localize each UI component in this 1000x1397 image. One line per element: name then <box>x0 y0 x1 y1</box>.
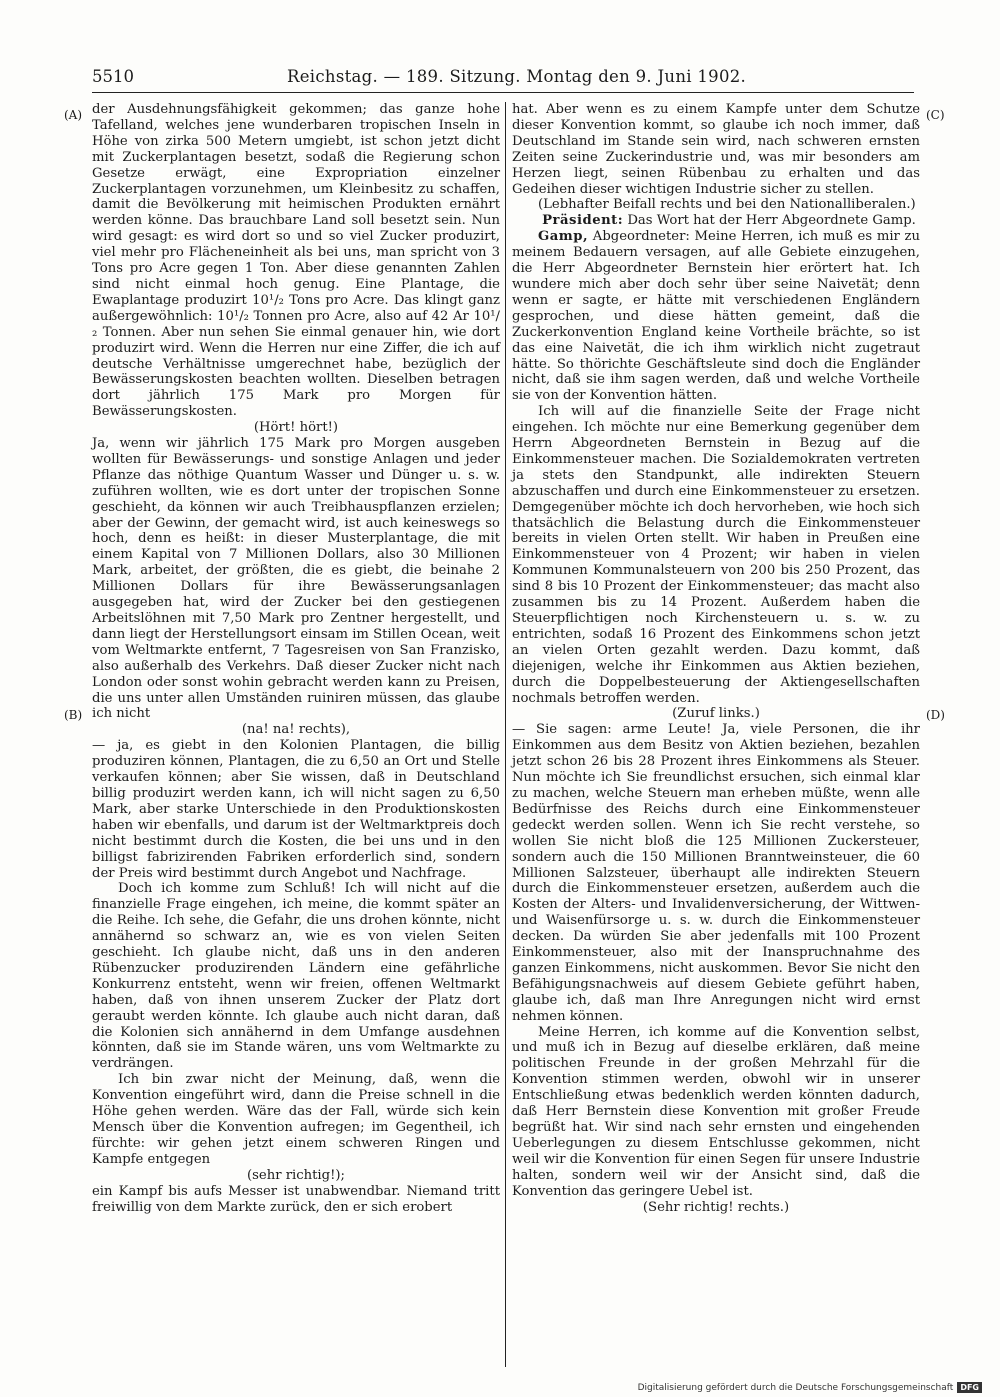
interjection: (Hört! hört!) <box>253 420 339 436</box>
interjection: (Zuruf links.) <box>672 706 760 722</box>
page-header <box>92 60 914 93</box>
paragraph: Meine Herren, ich komme auf die Konvention selbst, und muß ich in Bezug auf dieselbe erklären, daß meine politischen Freunde in der großen Mehrzahl für die Konvention stimmen werden, obwohl wir in unserer Entschließung etwas bedenklich werden könnten dadurch, daß Herr Bernstein diese Konvention mit großer Freude begrüßt hat. Wir sind nach sehr ernsten und eingehenden Ueberlegungen zu diesem Entschlusse gekommen, nicht weil wir die Konvention für einen Segen für unsere Industrie halten, sondern weil wir der Ansicht sind, daß die Konvention das geringere Uebel ist. <box>512 1024 920 1199</box>
interjection: (sehr richtig!); <box>247 1167 345 1183</box>
paragraph-text: Abgeordneter: Meine Herren, ich muß es mir zu meinem Bedauern versagen, auf alle Gebiete einzugehen, die Herr Abgeordneter Bernstein hier erörtert hat. Ich wundere mich aber doch sehr über seine Naivetät; denn wenn er sagte, er hätte mit verschiedenen Engländern gesprochen, und diese hätten gemeint, daß die Zuckerkonvention England keine Vortheile brächte, so ist das eine Naivetät, die ich ihm wirklich nicht zugetraut hätte. So thörichte Geschäftsleute sind doch die Engländer nicht, daß sie ihm sagen werden, daß und welche Vortheile sie von der Konvention hätten. <box>512 229 920 404</box>
paragraph: Doch ich komme zum Schluß! Ich will nicht auf die finanzielle Frage eingehen, ich meine, die kommt später an die Reihe. Ich sehe, die Gefahr, die uns drohen könnte, nicht annähernd so schwarz an, wie es von vielen Seiten geschieht. Ich glaube nicht, daß uns in den anderen Rübenzucker produzirenden Ländern eine gefährliche Konkurrenz entsteht, wenn wir freien, offenen Weltmarkt haben, daß von ihnen unserem Zucker der Platz dort geraubt werden könnte. Ich glaube auch nicht daran, daß die Kolonien sich annähernd in dem Umfange ausdehnen könnten, daß sie im Stande wären, uns vom Weltmarkte zu verdrängen. <box>92 881 500 1072</box>
paragraph: ein Kampf bis aufs Messer ist unabwendbar. Niemand tritt freiwillig von dem Markte zurück, den er sich erobert <box>92 1183 500 1215</box>
footer <box>638 1382 982 1393</box>
margin-mark-b: (B) <box>64 708 83 722</box>
margin-mark-c: (C) <box>926 108 945 122</box>
paragraph <box>512 229 920 404</box>
right-column <box>512 102 920 1215</box>
paragraph: hat. Aber wenn es zu einem Kampfe unter dem Schutze dieser Konvention kommt, so glaube ich noch immer, daß Deutschland im Stande sein wird, nach schweren ernsten Zeiten seine Zuckerindustrie und, was mir besonders am Herzen liegt, seinen Rübenbau zu erhalten und das Gedeihen dieser wichtigen Industrie sicher zu stellen. <box>512 102 920 197</box>
footer-credit: Digitalisierung gefördert durch die Deutsche Forschungsgemeinschaft <box>637 1382 954 1393</box>
running-title: Reichstag. — 189. Sitzung. Montag den 9. Juni 1902. <box>287 67 747 86</box>
paragraph: Ja, wenn wir jährlich 175 Mark pro Morgen ausgeben wollten für Bewässerungs- und sonstige Anlagen und jeder Pflanze das nöthige Quantum Wasser und Dünger u. s. w. zuführen wollten, wie es dort unter der tropischen Sonne geschieht, da können wir auch Treibhauspflanzen erzielen; aber der Gewinn, der gemacht wird, ist auch keineswegs so hoch, denn es heißt: in dieser Musterplantage, die mit einem Kapital von 7 Millionen Dollars, also 30 Millionen Mark, arbeitet, der größten, die es giebt, die beinahe 2 Millionen Dollars für ihre Bewässerungsanlagen ausgegeben hat, wird der Zucker bei den gestiegenen Arbeitslöhnen mit 7,50 Mark pro Zentner hergestellt, und dann liegt der Herstellungsort einsam im Stillen Ocean, weit vom Weltmarkte entfernt, 7 Tagesreisen von San Franzisko, also außerhalb des Verkehrs. Daß dieser Zucker nicht nach London oder sonst wohin gebracht werden kann zu Preisen, die uns unter allen Umständen ruiniren müssen, das glaube ich nicht <box>92 436 500 722</box>
paragraph: (Lebhafter Beifall rechts und bei den Nationalliberalen.) <box>538 197 916 213</box>
paragraph <box>512 213 920 229</box>
left-column <box>92 102 500 1215</box>
paragraph-text: Das Wort hat der Herr Abgeordnete Gamp. <box>623 213 916 229</box>
margin-mark-d: (D) <box>926 708 945 722</box>
speaker-name: Präsident: <box>542 213 624 229</box>
paragraph: — ja, es giebt in den Kolonien Plantagen, die billig produziren können, Plantagen, die zu 6,50 an Ort und Stelle verkaufen können; aber Sie wissen, daß in Deutschland billig produzirt werden kann, ich will nicht sagen zu 6,50 Mark, aber starke Unterschiede in den Produktionskosten haben wir ebenfalls, und darum ist der Weltmarktpreis doch nicht bestimmt durch die Kosten, die bei uns und in den billigst fabrizirenden Fabriken erforderlich sind, sondern der Preis wird bestimmt durch Angebot und Nachfrage. <box>92 738 500 881</box>
interjection: (Sehr richtig! rechts.) <box>642 1199 790 1215</box>
paragraph: Ich bin zwar nicht der Meinung, daß, wenn die Konvention eingeführt wird, dann die Preise schnell in die Höhe gehen werden. Wäre das der Fall, würde sich kein Mensch über die Konvention aufregen; im Gegentheil, ich fürchte: wir gehen jetzt einem schweren Ringen und Kampfe entgegen <box>92 1072 500 1167</box>
column-divider <box>505 102 506 1367</box>
paragraph: — Sie sagen: arme Leute! Ja, viele Personen, die ihr Einkommen aus dem Besitz von Aktien beziehen, bezahlen jetzt schon 26 bis 28 Prozent ihres Einkommens als Steuer. Nun möchte ich Sie freundlichst ersuchen, sich einmal klar zu machen, welche Steuern man erheben müßte, wenn alle Bedürfnisse des Reichs durch eine Einkommensteuer gedeckt werden sollen. Wenn ich Sie recht verstehe, so wollen Sie nicht bloß die 125 Millionen Zuckersteuer, sondern auch die 150 Millionen Branntweinsteuer, die 60 Millionen Salzsteuer, überhaupt alle indirekten Steuern durch die Einkommensteuer ersetzen, außerdem auch die Kosten der Alters- und Invalidenversicherung, der Wittwen- und Waisenfürsorge u. s. w. durch die Einkommensteuer decken. Da würden Sie aber jedenfalls mit 100 Prozent Einkommensteuer, also mit der Inanspruchnahme des ganzen Einkommens, nicht auskommen. Bevor Sie nicht den Befähigungsnachweis auf diesem Gebiete geführt haben, glaube ich, daß man Ihre Anregungen nicht wird ernst nehmen können. <box>512 722 920 1024</box>
paragraph: Ich will auf die finanzielle Seite der Frage nicht eingehen. Ich möchte nur eine Bemerkung gegenüber dem Herrn Abgeordneten Bernstein in Bezug auf die Einkommensteuer machen. Die Sozialdemokraten vertreten ja stets den Standpunkt, alle indirekten Steuern abzuschaffen und durch eine Einkommensteuer zu ersetzen. Demgegenüber möchte ich doch hervorheben, wie hoch sich thatsächlich die Belastung durch die Einkommensteuer bereits in vielen Orten stellt. Wir haben in Preußen eine Einkommensteuer von 4 Prozent; wir haben in vielen Kommunen Kommunalsteuern von 200 bis 250 Prozent, das sind 8 bis 10 Prozent der Einkommensteuer; das macht also zusammen bis zu 14 Prozent. Außerdem haben die Steuerpflichtigen noch Kirchensteuern u. s. w. zu entrichten, sodaß 16 Prozent des Einkommens schon jetzt an vielen Orten gezahlt werden. Dazu kommt, daß diejenigen, welche ihr Einkommen aus Aktien beziehen, durch die Doppelbesteuerung der Aktiengesellschaften nochmals betroffen werden. <box>512 404 920 706</box>
speaker-name: Gamp, <box>538 229 589 245</box>
paragraph: der Ausdehnungsfähigkeit gekommen; das ganze hohe Tafelland, welches jene wunderbaren tropischen Inseln in Höhe von zirka 500 Metern umgiebt, ist schon jetzt dicht mit Zuckerplantagen besetzt, sodaß die Regierung schon Gesetze erwägt, eine Expropriation einzelner Zuckerplantagen vorzunehmen, um Kleinbesitz zu schaffen, damit die Bevölkerung mit heimischen Produkten ernährt werden könne. Das brauchbare Land soll besetzt sein. Nun wird gesagt: es wird dort so und so viel Zucker produzirt, viel mehr pro Flächeneinheit als bei uns, man spricht von 3 Tons pro Acre gegen 1 Ton. Aber diese genannten Zahlen sind nicht einmal hoch genug. Eine Plantage, die Ewaplantage produzirt 10¹/₂ Tons pro Acre. Das klingt ganz außergewöhnlich: 10¹/₂ Tonnen pro Acre, also auf 42 Ar 10¹/₂ Tonnen. Aber nun sehen Sie einmal genauer hin, wie dort produzirt wird. Wenn die Herren nur eine Ziffer, die ich auf deutsche Verhältnisse umgerechnet habe, bezüglich der Bewässerungskosten beachten wollten. Dieselben betragen dort jährlich 175 Mark pro Morgen für Bewässerungskosten. <box>92 102 500 420</box>
page-number: 5510 <box>92 67 134 86</box>
margin-mark-a: (A) <box>64 108 83 122</box>
dfg-logo: DFG <box>957 1382 982 1393</box>
interjection: (na! na! rechts), <box>241 722 351 738</box>
